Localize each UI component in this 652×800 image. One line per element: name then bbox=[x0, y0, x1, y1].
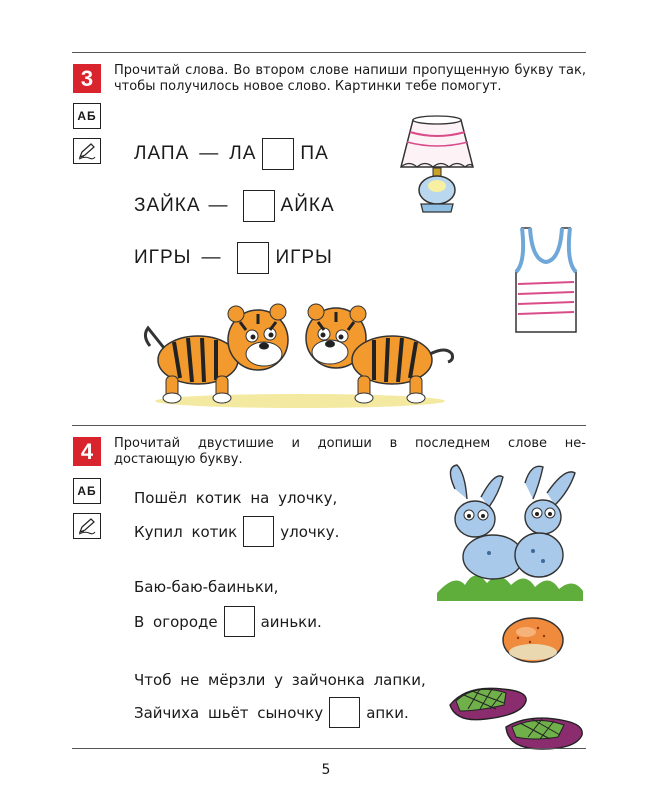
couplet-2-line-2 bbox=[134, 606, 322, 637]
tank-top-picture bbox=[508, 222, 583, 337]
word-end: ИГРЫ bbox=[275, 247, 333, 268]
poem-line-end: аиньки. bbox=[260, 612, 322, 631]
task3-instruction-text: Прочитай слова. Во втором слове напиши пропущенную букву так, чтобы получилось новое слово. Картинки тебе помогут. bbox=[114, 63, 586, 94]
couplet-1-line-1 bbox=[134, 489, 337, 507]
lamp-picture bbox=[395, 112, 480, 217]
word: ЛАПА bbox=[134, 143, 190, 164]
dash: — bbox=[201, 247, 222, 268]
word-end: ПА bbox=[300, 143, 329, 164]
poem-line-start: Купил котик bbox=[134, 522, 238, 541]
poem-line-end: улочку. bbox=[280, 522, 340, 541]
task4-instruction-line2: достающую букву. bbox=[114, 452, 243, 467]
couplet-2-line-1 bbox=[134, 578, 278, 596]
task-number-badge: 4 bbox=[73, 437, 101, 466]
poem-line: Пошёл котик на улочку, bbox=[134, 489, 338, 507]
word-start: ЛА bbox=[229, 143, 257, 164]
task3-instruction bbox=[114, 63, 586, 95]
answer-box[interactable] bbox=[224, 606, 255, 637]
page-number: 5 bbox=[321, 762, 331, 778]
dash: — bbox=[199, 143, 220, 164]
poem-line-start: Зайчиха шьёт сыночку bbox=[134, 703, 324, 722]
poem-line: Баю-баю-баиньки, bbox=[134, 578, 279, 596]
word-end: АЙКА bbox=[280, 195, 335, 216]
answer-box[interactable] bbox=[243, 516, 274, 547]
hares-picture bbox=[435, 463, 585, 601]
answer-box[interactable] bbox=[237, 242, 269, 274]
couplet-3-line-2 bbox=[134, 697, 409, 728]
ab-icon-label: АБ bbox=[77, 109, 97, 123]
bun-picture bbox=[500, 612, 566, 664]
word: ЗАЙКА bbox=[134, 195, 201, 216]
word-pair-3 bbox=[134, 242, 333, 274]
poem-line: Чтоб не мёрзли у зайчонка лапки, bbox=[134, 671, 426, 689]
tiger-cubs-picture bbox=[140, 298, 460, 413]
section-divider bbox=[72, 425, 586, 426]
ab-icon-label: АБ bbox=[77, 484, 97, 498]
word: ИГРЫ bbox=[134, 247, 192, 268]
dash: — bbox=[208, 195, 229, 216]
couplet-1-line-2 bbox=[134, 516, 339, 547]
answer-box[interactable] bbox=[329, 697, 360, 728]
couplet-3-line-1 bbox=[134, 671, 426, 689]
ab-reading-icon bbox=[73, 103, 101, 129]
answer-box[interactable] bbox=[262, 138, 294, 170]
slippers-picture bbox=[446, 675, 586, 755]
task4-instruction-line1: Прочитай двустишие и допиши в последнем слове не- bbox=[114, 436, 586, 451]
answer-box[interactable] bbox=[243, 190, 275, 222]
bottom-rule bbox=[72, 748, 586, 749]
word-pair-2 bbox=[134, 190, 335, 222]
word-pair-1 bbox=[134, 138, 329, 170]
top-rule bbox=[72, 52, 586, 53]
task-number-badge: 3 bbox=[73, 64, 101, 93]
poem-line-end: апки. bbox=[366, 703, 409, 722]
ab-reading-icon bbox=[73, 478, 101, 504]
pencil-writing-icon bbox=[73, 513, 101, 539]
pencil-writing-icon bbox=[73, 138, 101, 164]
poem-line-start: В огороде bbox=[134, 612, 218, 631]
